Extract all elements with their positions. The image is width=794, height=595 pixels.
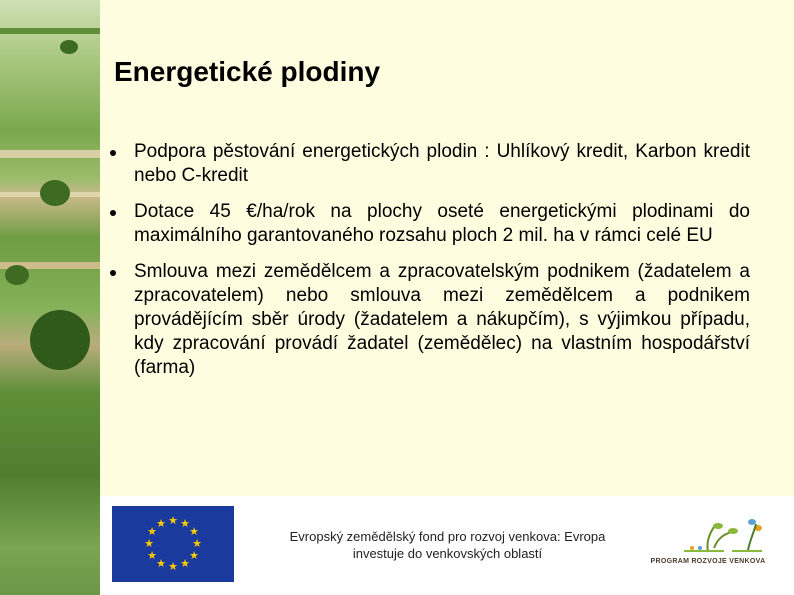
- program-rozvoje-venkova-logo: [648, 514, 768, 570]
- bullet-text: Dotace 45 €/ha/rok na plochy oseté energetickými plodinami do maximálního garantovaného rozsahu ploch 2 mil. ha v rámci celé EU: [134, 201, 750, 246]
- slide-title: Energetické plodiny: [114, 56, 381, 87]
- svg-text:★: ★: [180, 557, 190, 570]
- bullet-item: [110, 200, 750, 248]
- bullet-text: Smlouva mezi zemědělcem a zpracovatelským podnikem (žadatelem a zpracovatelem) nebo smlouva mezi zemědělcem a podnikem provádějícím sběr úrody (žadatelem a nákupčím), s výjimkou případu, kdy zpracování provádí žadatel (zemědělec) na vlastním hospodářství (farma): [134, 261, 750, 378]
- bullet-item: [110, 140, 750, 188]
- svg-text:★: ★: [144, 537, 154, 550]
- svg-text:★: ★: [168, 560, 178, 573]
- svg-text:★: ★: [156, 557, 166, 570]
- bullet-icon: [110, 210, 116, 216]
- svg-text:★: ★: [156, 517, 166, 530]
- slide: [100, 0, 794, 595]
- footer-text: [260, 528, 635, 562]
- eu-flag-icon: [112, 506, 234, 582]
- bullet-text: Podpora pěstování energetických plodin : Uhlíkový kredit, Karbon kredit nebo C-kredit: [134, 141, 750, 186]
- svg-text:★: ★: [168, 514, 178, 527]
- footer-text-line1: Evropský zemědělský fond pro rozvoj venkova: Evropa: [289, 529, 606, 544]
- bullet-list: [110, 140, 750, 392]
- svg-text:★: ★: [180, 517, 190, 530]
- svg-text:★: ★: [147, 549, 157, 562]
- svg-text:★: ★: [189, 549, 199, 562]
- bullet-icon: [110, 270, 116, 276]
- landscape-photo: [0, 0, 100, 595]
- svg-text:★: ★: [147, 525, 157, 538]
- bullet-item: [110, 260, 750, 380]
- footer-text-line2: investuje do venkovských oblastí: [352, 546, 543, 561]
- svg-text:★: ★: [192, 537, 202, 550]
- footer: [100, 496, 794, 595]
- program-rozvoje-venkova-label: PROGRAM ROZVOJE VENKOVA: [650, 558, 766, 565]
- bullet-icon: [110, 150, 116, 156]
- svg-text:★: ★: [189, 525, 199, 538]
